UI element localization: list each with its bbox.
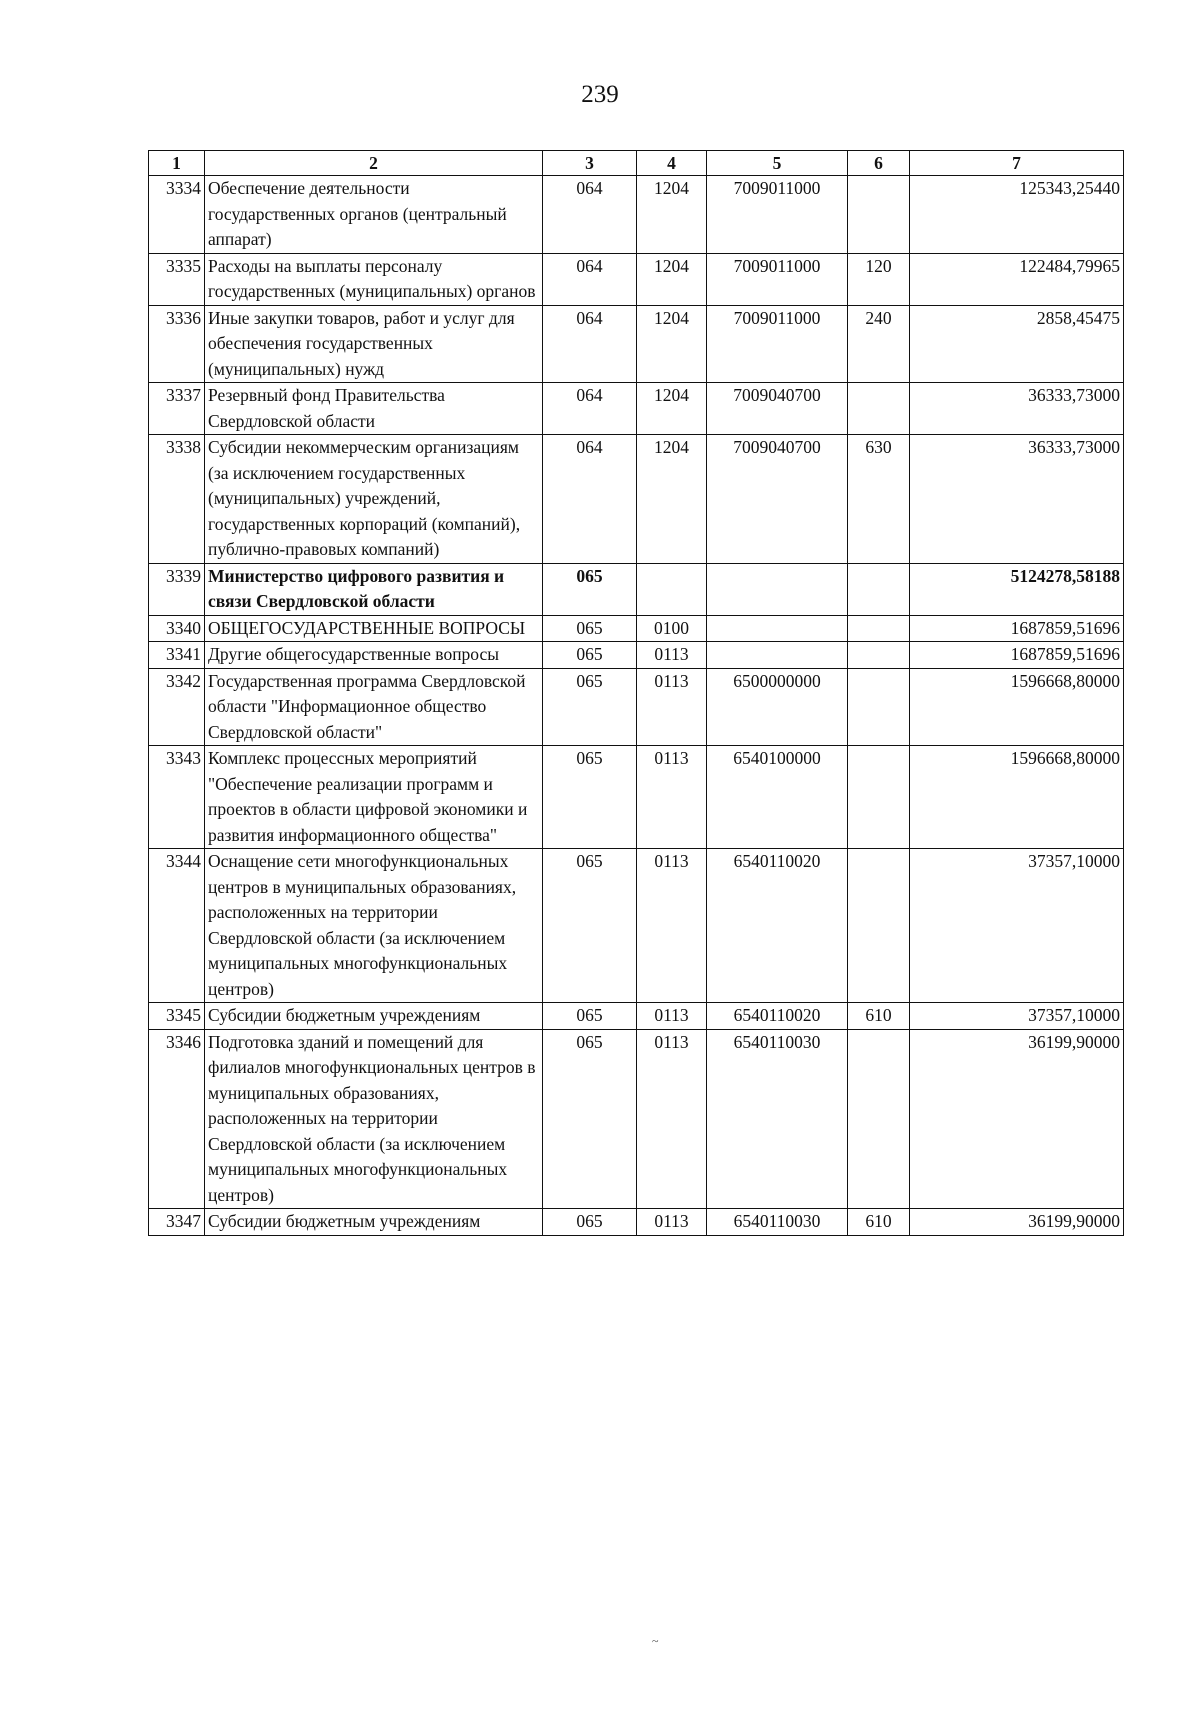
row-number: 3340 [149, 615, 205, 642]
header-col-6: 6 [848, 151, 910, 176]
table-row [149, 435, 1124, 564]
row-col-3: 064 [543, 383, 637, 435]
row-amount: 1596668,80000 [910, 746, 1124, 849]
row-col-6 [848, 383, 910, 435]
row-amount: 122484,79965 [910, 253, 1124, 305]
row-col-5: 7009040700 [707, 435, 848, 564]
row-number: 3342 [149, 668, 205, 746]
row-col-6 [848, 563, 910, 615]
row-name: Иные закупки товаров, работ и услуг для обеспечения государственных (муниципальных) нужд [205, 305, 543, 383]
header-col-5: 5 [707, 151, 848, 176]
row-col-4: 0113 [637, 1029, 707, 1209]
row-col-5: 7009011000 [707, 305, 848, 383]
table-row [149, 253, 1124, 305]
row-col-6 [848, 849, 910, 1003]
row-col-5: 7009011000 [707, 253, 848, 305]
row-name: Государственная программа Свердловской области "Информационное общество Свердловской области" [205, 668, 543, 746]
page-number: 239 [581, 81, 619, 108]
row-number: 3341 [149, 642, 205, 669]
row-col-3: 065 [543, 668, 637, 746]
row-col-5: 6540100000 [707, 746, 848, 849]
row-col-4: 1204 [637, 253, 707, 305]
row-col-6 [848, 746, 910, 849]
row-col-4: 0113 [637, 849, 707, 1003]
row-col-6 [848, 615, 910, 642]
row-col-6 [848, 176, 910, 254]
table-row [149, 176, 1124, 254]
row-name: Министерство цифрового развития и связи Свердловской области [205, 563, 543, 615]
row-amount: 1687859,51696 [910, 615, 1124, 642]
row-number: 3338 [149, 435, 205, 564]
row-col-5 [707, 615, 848, 642]
row-number: 3335 [149, 253, 205, 305]
header-col-4: 4 [637, 151, 707, 176]
budget-table [148, 150, 1124, 1236]
row-col-4: 1204 [637, 305, 707, 383]
row-number: 3347 [149, 1209, 205, 1236]
table-row [149, 615, 1124, 642]
row-col-4: 1204 [637, 435, 707, 564]
row-col-6: 630 [848, 435, 910, 564]
row-number: 3344 [149, 849, 205, 1003]
row-col-3: 064 [543, 305, 637, 383]
row-col-3: 065 [543, 615, 637, 642]
row-col-6: 120 [848, 253, 910, 305]
row-number: 3343 [149, 746, 205, 849]
row-name: Расходы на выплаты персоналу государственных (муниципальных) органов [205, 253, 543, 305]
table-row [149, 849, 1124, 1003]
table-row [149, 668, 1124, 746]
row-number: 3337 [149, 383, 205, 435]
row-name: Резервный фонд Правительства Свердловской области [205, 383, 543, 435]
table-row [149, 563, 1124, 615]
row-amount: 36333,73000 [910, 383, 1124, 435]
header-col-7: 7 [910, 151, 1124, 176]
row-amount: 125343,25440 [910, 176, 1124, 254]
row-col-6 [848, 642, 910, 669]
row-col-6 [848, 1029, 910, 1209]
row-number: 3334 [149, 176, 205, 254]
table-row [149, 1003, 1124, 1030]
header-col-1: 1 [149, 151, 205, 176]
row-amount: 37357,10000 [910, 1003, 1124, 1030]
row-col-6: 240 [848, 305, 910, 383]
row-col-5 [707, 642, 848, 669]
row-name: Субсидии бюджетным учреждениям [205, 1209, 543, 1236]
row-col-6: 610 [848, 1209, 910, 1236]
row-amount: 5124278,58188 [910, 563, 1124, 615]
row-col-5: 6540110030 [707, 1029, 848, 1209]
row-name: ОБЩЕГОСУДАРСТВЕННЫЕ ВОПРОСЫ [205, 615, 543, 642]
row-number: 3345 [149, 1003, 205, 1030]
row-col-5: 6540110020 [707, 849, 848, 1003]
row-col-3: 065 [543, 1003, 637, 1030]
row-name: Обеспечение деятельности государственных органов (центральный аппарат) [205, 176, 543, 254]
row-name: Комплекс процессных мероприятий "Обеспечение реализации программ и проектов в области цифровой экономики и развития информационного общества" [205, 746, 543, 849]
table-row [149, 642, 1124, 669]
row-col-6 [848, 668, 910, 746]
row-col-4: 1204 [637, 176, 707, 254]
row-name: Субсидии некоммерческим организациям (за исключением государственных (муниципальных) учреждений, государственных корпораций (компаний), публично-правовых компаний) [205, 435, 543, 564]
row-col-5: 6500000000 [707, 668, 848, 746]
table-row [149, 305, 1124, 383]
footer-mark: ~ [652, 1634, 659, 1648]
row-col-4: 0113 [637, 746, 707, 849]
row-col-4 [637, 563, 707, 615]
row-amount: 37357,10000 [910, 849, 1124, 1003]
row-number: 3346 [149, 1029, 205, 1209]
table-header-row [149, 151, 1124, 176]
row-amount: 1596668,80000 [910, 668, 1124, 746]
header-col-2: 2 [205, 151, 543, 176]
row-number: 3336 [149, 305, 205, 383]
row-amount: 1687859,51696 [910, 642, 1124, 669]
row-col-5: 7009040700 [707, 383, 848, 435]
table-row [149, 1029, 1124, 1209]
row-col-3: 065 [543, 746, 637, 849]
row-col-4: 0113 [637, 1209, 707, 1236]
row-number: 3339 [149, 563, 205, 615]
row-col-3: 064 [543, 176, 637, 254]
row-col-4: 0113 [637, 668, 707, 746]
row-name: Подготовка зданий и помещений для филиалов многофункциональных центров в муниципальных образованиях, расположенных на территории Свердловской области (за исключением муниципальных многофункциональных центров) [205, 1029, 543, 1209]
row-col-4: 0113 [637, 642, 707, 669]
row-col-4: 1204 [637, 383, 707, 435]
row-amount: 2858,45475 [910, 305, 1124, 383]
row-name: Субсидии бюджетным учреждениям [205, 1003, 543, 1030]
row-col-3: 064 [543, 435, 637, 564]
row-name: Оснащение сети многофункциональных центров в муниципальных образованиях, расположенных на территории Свердловской области (за исключением муниципальных многофункциональных центров) [205, 849, 543, 1003]
row-col-3: 065 [543, 642, 637, 669]
row-col-3: 064 [543, 253, 637, 305]
row-col-5: 7009011000 [707, 176, 848, 254]
row-col-6: 610 [848, 1003, 910, 1030]
table-body [149, 176, 1124, 1236]
row-col-4: 0100 [637, 615, 707, 642]
row-amount: 36199,90000 [910, 1209, 1124, 1236]
header-col-3: 3 [543, 151, 637, 176]
row-col-3: 065 [543, 1209, 637, 1236]
row-col-3: 065 [543, 563, 637, 615]
row-name: Другие общегосударственные вопросы [205, 642, 543, 669]
table-row [149, 383, 1124, 435]
row-col-5: 6540110030 [707, 1209, 848, 1236]
table-row [149, 1209, 1124, 1236]
row-col-3: 065 [543, 1029, 637, 1209]
row-col-5 [707, 563, 848, 615]
row-col-4: 0113 [637, 1003, 707, 1030]
row-amount: 36333,73000 [910, 435, 1124, 564]
row-amount: 36199,90000 [910, 1029, 1124, 1209]
row-col-5: 6540110020 [707, 1003, 848, 1030]
row-col-3: 065 [543, 849, 637, 1003]
table-row [149, 746, 1124, 849]
